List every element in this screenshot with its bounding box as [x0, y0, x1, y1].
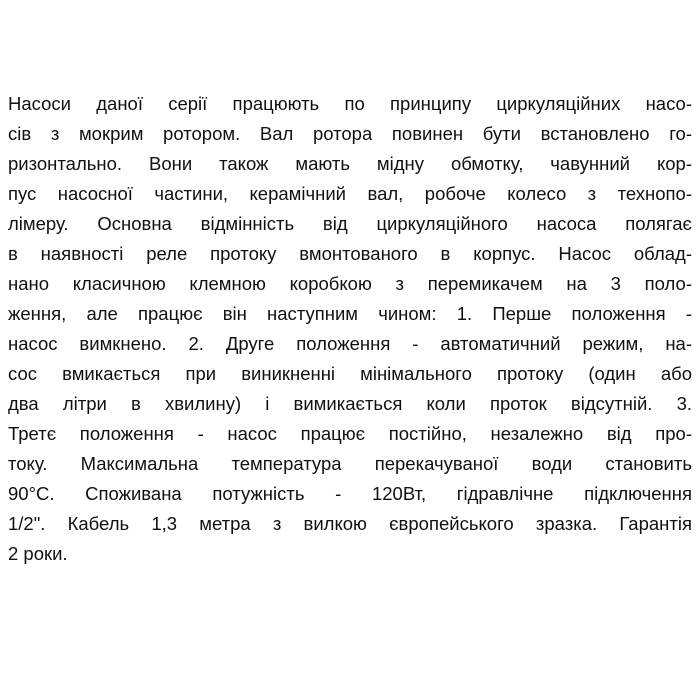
paragraph-line: сос вмикається при виникненні мінімального протоку (один або	[8, 363, 692, 384]
paragraph-line: нано класичною клемною коробкою з перемикачем на 3 поло-	[8, 273, 692, 294]
paragraph-line: 90°С. Споживана потужність - 120Вт, гідравлічне підключення	[8, 483, 692, 504]
paragraph-line: Третє положення - насос працює постійно, незалежно від про-	[8, 423, 692, 444]
paragraph-line: 1/2". Кабель 1,3 метра з вилкою європейського зразка. Гарантія	[8, 513, 692, 534]
paragraph-line: в наявності реле протоку вмонтованого в корпус. Насос облад-	[8, 243, 692, 264]
paragraph-line: лімеру. Основна відмінність від циркуляційного насоса полягає	[8, 213, 692, 234]
paragraph-line: ризонтально. Вони також мають мідну обмотку, чавунний кор-	[8, 153, 692, 174]
paragraph-line: насос вимкнено. 2. Друге положення - автоматичний режим, на-	[8, 333, 692, 354]
paragraph-line: пус насосної частини, керамічний вал, робоче колесо з технопо-	[8, 183, 692, 204]
paragraph-line: 2 роки.	[8, 543, 68, 564]
paragraph-line: току. Максимальна температура перекачуваної води становить	[8, 453, 692, 474]
paragraph-line: сів з мокрим ротором. Вал ротора повинен бути встановлено го-	[8, 123, 692, 144]
paragraph-line: Насоси даної серії працюють по принципу циркуляційних насо-	[8, 93, 692, 114]
paragraph-line: два літри в хвилину) і вимикається коли проток відсутній. 3.	[8, 393, 692, 414]
paragraph-line: ження, але працює він наступним чином: 1. Перше положення -	[8, 303, 692, 324]
